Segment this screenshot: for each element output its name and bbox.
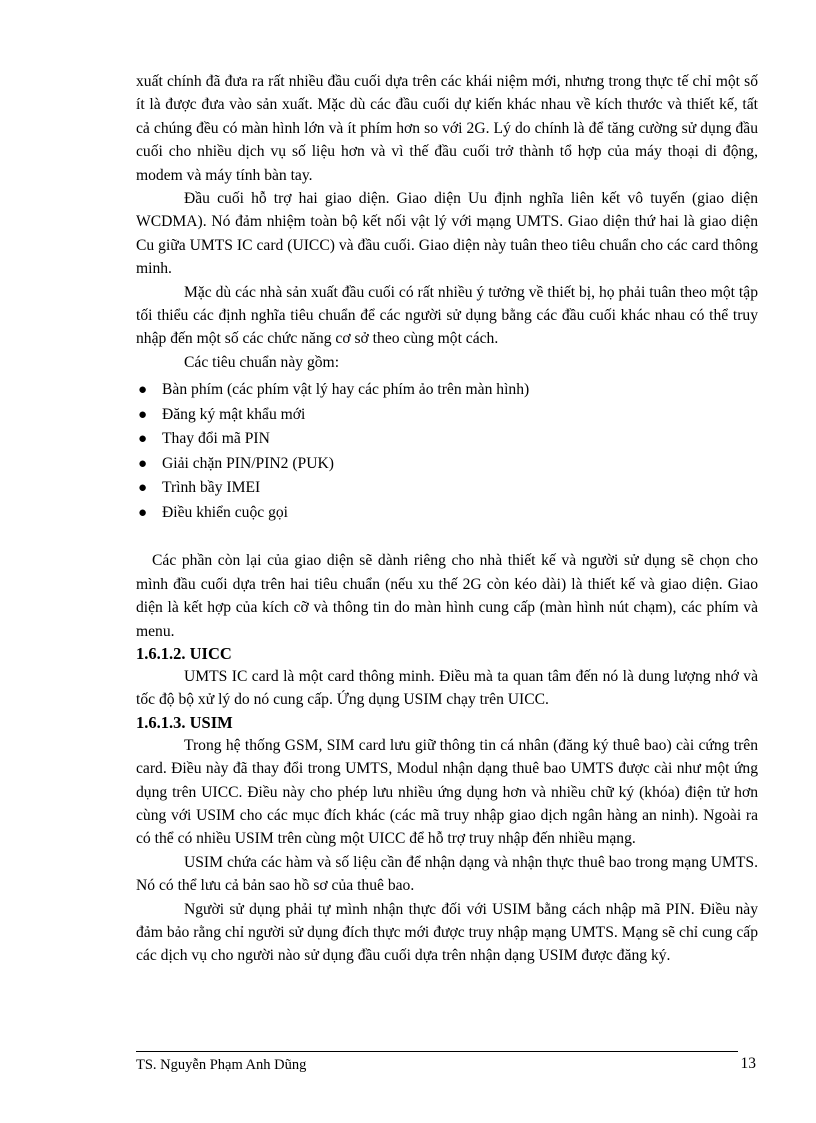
document-page	[136, 70, 758, 968]
list-item: ● Đăng ký mật khẩu mới	[136, 403, 758, 428]
bullet-icon: ●	[138, 480, 148, 497]
interface-paragraph: Các phần còn lại của giao diện sẽ dành riêng cho nhà thiết kế và người sử dụng sẽ chọn cho mình đầu cuối dựa trên hai tiêu chuẩn (nếu xu thế 2G còn kéo dài) là thiết kế và giao diện. Giao diện là kết hợp của kích cỡ và thông tin do màn hình cung cấp (màn hình nút chạm), các phím và menu.	[136, 552, 758, 640]
bullet-icon: ●	[138, 406, 148, 423]
standards-lead-in: Các tiêu chuẩn này gồm:	[184, 353, 340, 371]
list-item: ● Trình bầy IMEI	[136, 476, 758, 501]
bullet-icon: ●	[138, 431, 148, 448]
bullet-icon: ●	[138, 504, 148, 521]
list-item: ● Bàn phím (các phím vật lý hay các phím ảo trên màn hình)	[136, 378, 758, 403]
intro-paragraph-3: Mặc dù các nhà sản xuất đầu cuối có rất nhiều ý tưởng về thiết bị, họ phải tuân theo một tập tối thiểu các định nghĩa tiêu chuẩn để các người sử dụng bằng các đầu cuối khác nhau có thể truy nhập đến một số các chức năng cơ sở theo cùng một cách.	[136, 283, 758, 348]
bullet-icon: ●	[138, 455, 148, 472]
footer-divider	[136, 1051, 738, 1052]
list-item: ● Thay đổi mã PIN	[136, 427, 758, 452]
standards-list	[136, 378, 758, 525]
section-heading-usim: 1.6.1.3. USIM	[136, 712, 233, 732]
intro-paragraph-1: xuất chính đã đưa ra rất nhiều đầu cuối dựa trên các khái niệm mới, nhưng trong thực tế chỉ một số ít là được đưa vào sản xuất. Mặc dù các đầu cuối dự kiến khác nhau về kích thước và thiết kế, tất cả chúng đều có màn hình lớn và ít phím hơn so với 2G. Lý do chính là để tăng cường sử dụng đầu cuối cho nhiều dịch vụ số liệu hơn và vì thế đầu cuối trở thành tổ hợp của máy thoại di động, modem và máy tính bàn tay.	[136, 73, 758, 184]
page-number: 13	[740, 1055, 756, 1072]
usim-paragraph-1: Trong hệ thống GSM, SIM card lưu giữ thông tin cá nhân (đăng ký thuê bao) cài cứng trên card. Điều này đã thay đổi trong UMTS, Modul nhận dạng thuê bao UMTS được cài như một ứng dụng trên UICC. Điều này cho phép lưu nhiều ứng dụng hơn và nhiều chữ ký (khóa) điện tử hơn cùng với USIM cho các mục đích khác (các mã truy nhập giao dịch ngân hàng an ninh). Ngoài ra có thể có nhiều USIM trên cùng một UICC để hỗ trợ truy nhập đến nhiều mạng.	[136, 736, 758, 848]
list-item: ● Giải chặn PIN/PIN2 (PUK)	[136, 452, 758, 477]
usim-paragraph-2: USIM chứa các hàm và số liệu cần để nhận dạng và nhận thực thuê bao trong mạng UMTS. Nó có thể lưu cả bản sao hồ sơ của thuê bao.	[136, 853, 758, 895]
list-item: ● Điều khiển cuộc gọi	[136, 501, 758, 526]
footer-author: TS. Nguyễn Phạm Anh Dũng	[136, 1057, 307, 1073]
section-heading-uicc: 1.6.1.2. UICC	[136, 643, 232, 663]
usim-paragraph-3: Người sử dụng phải tự mình nhận thực đối với USIM bằng cách nhập mã PIN. Điều này đảm bảo rằng chỉ người sử dụng đích thực mới được truy nhập mạng UMTS. Mạng sẽ chỉ cung cấp các dịch vụ cho người nào sử dụng đầu cuối dựa trên nhận dạng USIM được đăng ký.	[136, 900, 758, 965]
uicc-paragraph: UMTS IC card là một card thông minh. Điều mà ta quan tâm đến nó là dung lượng nhớ và tốc độ bộ xử lý do nó cung cấp. Ứng dụng USIM chạy trên UICC.	[136, 667, 758, 709]
intro-paragraph-2: Đầu cuối hỗ trợ hai giao diện. Giao diện Uu định nghĩa liên kết vô tuyến (giao diện WCDMA). Nó đảm nhiệm toàn bộ kết nối vật lý với mạng UMTS. Giao diện thứ hai là giao diện Cu giữa UMTS IC card (UICC) và đầu cuối. Giao diện này tuân theo tiêu chuẩn cho các card thông minh.	[136, 190, 758, 278]
bullet-icon: ●	[138, 382, 148, 399]
